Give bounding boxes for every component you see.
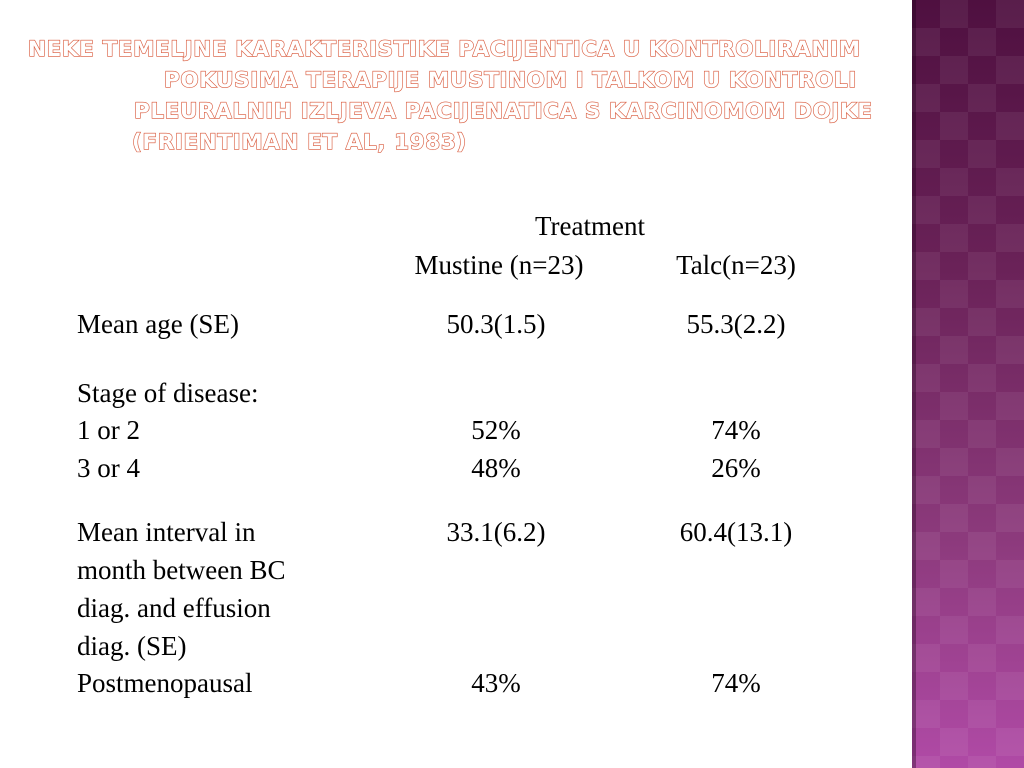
decorative-side-band bbox=[912, 0, 1024, 768]
row-label-interval-1: Mean interval in bbox=[77, 517, 256, 547]
row-label-stage-1-2: 1 or 2 bbox=[77, 415, 140, 445]
row-label-interval-2: month between BC bbox=[77, 555, 286, 585]
row-label-interval-4: diag. (SE) bbox=[77, 631, 187, 661]
side-band-pattern bbox=[912, 0, 1024, 768]
cell-stage-3-4-mustine: 48% bbox=[471, 453, 521, 483]
row-label-postmenopausal: Postmenopausal bbox=[77, 668, 253, 698]
row-label-stage-3-4: 3 or 4 bbox=[77, 453, 140, 483]
title-line-1: NEKE TEMELJNE KARAKTERISTIKE PACIJENTICA U KONTROLIRANIM bbox=[28, 37, 861, 62]
cell-postmenopausal-talc: 74% bbox=[711, 668, 761, 698]
row-label-interval-3: diag. and effusion bbox=[77, 593, 271, 623]
title-line-2: POKUSIMA TERAPIJE MUSTINOM I TALKOM U KONTROLI bbox=[164, 68, 857, 93]
cell-stage-1-2-mustine: 52% bbox=[471, 415, 521, 445]
cell-stage-1-2-talc: 74% bbox=[711, 415, 761, 445]
cell-stage-3-4-talc: 26% bbox=[711, 453, 761, 483]
treatment-group-header: Treatment bbox=[535, 211, 645, 241]
section-label-stage: Stage of disease: bbox=[77, 378, 259, 408]
cell-mean-age-mustine: 50.3(1.5) bbox=[446, 309, 546, 339]
title-line-3: PLEURALNIH IZLJEVA PACIJENATICA S KARCINOMOM DOJKE bbox=[134, 99, 873, 124]
title-line-4: (FRIENTIMAN ET AL, 1983) bbox=[132, 130, 467, 155]
cell-postmenopausal-mustine: 43% bbox=[471, 668, 521, 698]
column-header-talc: Talc(n=23) bbox=[676, 250, 796, 280]
row-label-mean-age: Mean age (SE) bbox=[77, 309, 239, 339]
column-header-mustine: Mustine (n=23) bbox=[414, 250, 584, 280]
cell-mean-age-talc: 55.3(2.2) bbox=[686, 309, 786, 339]
slide-title bbox=[28, 34, 908, 158]
cell-interval-mustine: 33.1(6.2) bbox=[446, 517, 546, 547]
side-band-edge bbox=[912, 0, 916, 768]
cell-interval-talc: 60.4(13.1) bbox=[679, 517, 793, 547]
